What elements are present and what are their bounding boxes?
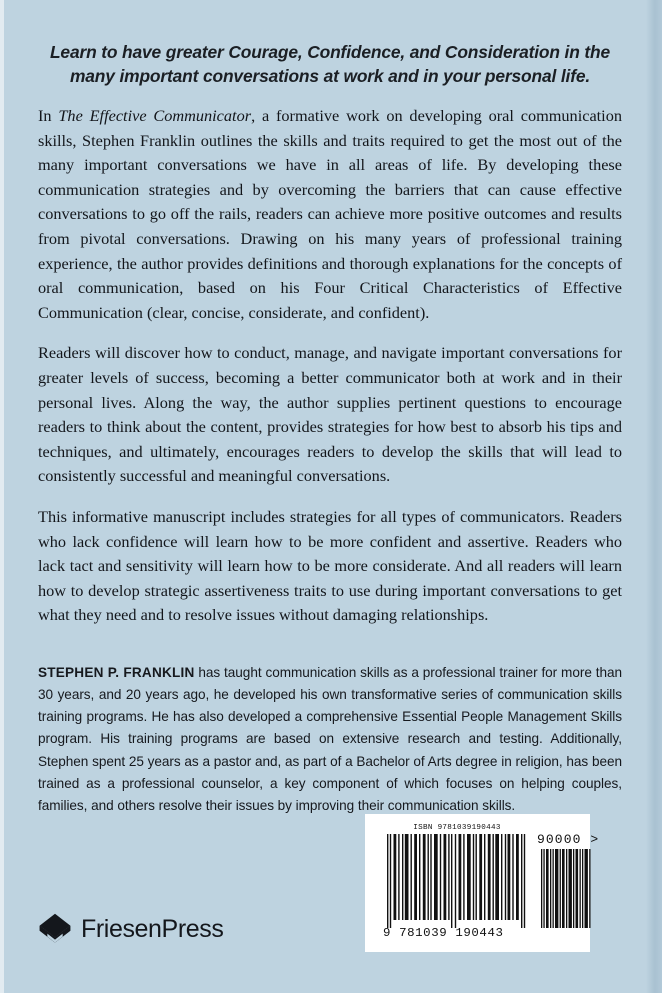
author-bio-text: has taught communication skills as a professional trainer for more than 30 years, and 20 years ago, he developed his own transformative series of communication skills training programs. He has also developed a comprehensive Essential People Management Skills program. His training programs are based on extensive research and testing. Additionally, Stephen spent 25 years as a pastor and, as part of a Bachelor of Arts degree in religion, has been trained as a professional counselor, a key component of which focuses on helping couples, families, and others resolve their issues by improving their communication skills. bbox=[38, 664, 622, 814]
isbn-human-readable-digits: 9 781039 190443 bbox=[383, 926, 504, 940]
cover-left-edge bbox=[0, 0, 4, 993]
cover-headline: Learn to have greater Courage, Confidence, and Consideration in the many important conversations at work and in your personal life. bbox=[49, 42, 611, 86]
ean13-barcode-bars bbox=[387, 834, 528, 928]
cover-right-shadow bbox=[646, 0, 662, 993]
publisher-logo bbox=[38, 912, 223, 946]
price-addon-digits: 90000 > bbox=[537, 832, 600, 847]
diamond-book-icon bbox=[38, 912, 72, 946]
paragraph-1-remainder: , a formative work on developing oral communication skills, Stephen Franklin outlines the skills and traits required to get the most out of the many important conversations we have in all areas of life. By developing these communication strategies and by overcoming the barriers that can cause effective conversations to go off the rails, readers can achieve more positive outcomes and results from pivotal conversations. Drawing on his many years of professional training experience, the author provides definitions and thorough explanations for the concepts of oral communication, based on his Four Critical Characteristics of Effective Communication (clear, concise, considerate, and confident). bbox=[38, 106, 622, 322]
barcode-graphic bbox=[365, 814, 600, 952]
barcode-panel bbox=[365, 814, 600, 952]
price-addon-barcode-bars bbox=[541, 849, 592, 928]
description-paragraph-1 bbox=[38, 104, 622, 325]
description-paragraph-3: This informative manuscript includes strategies for all types of communicators. Readers who lack confidence will learn how to be more confident and assertive. Readers who lack tact and sensitivity will learn how to be more considerate. And all readers will learn how to develop strategic assertiveness traits to use during important conversations to get what they need and to resolve issues without damaging relationships. bbox=[38, 506, 622, 625]
paragraph-1-lead-in: In bbox=[38, 106, 59, 125]
author-bio bbox=[38, 662, 622, 817]
isbn-label: ISBN 9781039190443 bbox=[413, 824, 501, 832]
description-paragraph-2: Readers will discover how to conduct, manage, and navigate important conversations for greater levels of success, becoming a better communicator both at work and in their personal lives. Along the way, the author supplies pertinent questions to encourage readers to think about the content, provides strategies for how best to absorb his tips and techniques, and ultimately, encourages readers to develop the skills that will lead to consistently successful and meaningful conversations. bbox=[38, 343, 622, 486]
publisher-name: FriesenPress bbox=[81, 914, 224, 943]
author-name: STEPHEN P. FRANKLIN bbox=[38, 664, 195, 680]
book-title-italic: The Effective Communicator bbox=[58, 106, 252, 125]
